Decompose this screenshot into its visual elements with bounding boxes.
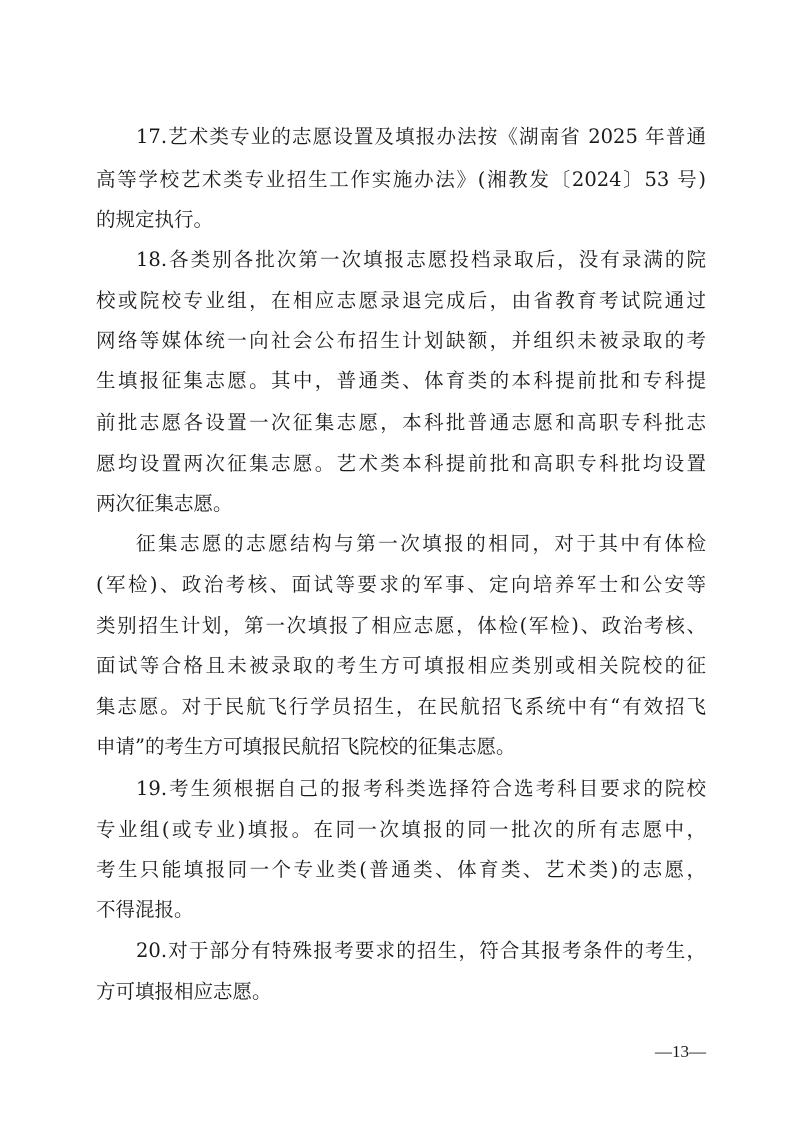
paragraph-20-line-1: 20.对于部分有特殊报考要求的招生，符合其报考条件的考生， bbox=[136, 939, 706, 962]
paragraph-zhengji-line-5: 集志愿。对于民航飞行学员招生，在民航招飞系统中有“有效招飞 bbox=[96, 695, 706, 718]
paragraph-zhengji-line-4: 面试等合格且未被录取的考生方可填报相应类别或相关院校的征 bbox=[96, 654, 706, 677]
paragraph-18-line-4: 生填报征集志愿。其中，普通类、体育类的本科提前批和专科提 bbox=[96, 369, 706, 392]
paragraph-zhengji-line-6: 申请”的考生方可填报民航招飞院校的征集志愿。 bbox=[96, 735, 516, 758]
paragraph-19-line-4: 不得混报。 bbox=[96, 898, 194, 921]
paragraph-18-line-3: 网络等媒体统一向社会公布招生计划缺额，并组织未被录取的考 bbox=[96, 329, 706, 352]
paragraph-19-line-2: 专业组(或专业)填报。在同一次填报的同一批次的所有志愿中， bbox=[96, 818, 706, 841]
paragraph-17-line-2: 高等学校艺术类专业招生工作实施办法》(湘教发〔2024〕53 号) bbox=[96, 168, 706, 191]
paragraph-18-line-7: 两次征集志愿。 bbox=[96, 492, 233, 515]
paragraph-18-line-5: 前批志愿各设置一次征集志愿，本科批普通志愿和高职专科批志 bbox=[96, 411, 706, 434]
paragraph-18-line-1: 18.各类别各批次第一次填报志愿投档录取后，没有录满的院 bbox=[136, 248, 706, 271]
paragraph-zhengji-line-1: 征集志愿的志愿结构与第一次填报的相同，对于其中有体检 bbox=[136, 532, 706, 555]
paragraph-zhengji-line-3: 类别招生计划，第一次填报了相应志愿，体检(军检)、政治考核、 bbox=[96, 614, 706, 637]
paragraph-19-line-1: 19.考生须根据自己的报考科类选择符合选考科目要求的院校 bbox=[136, 777, 706, 800]
paragraph-19-line-3: 考生只能填报同一个专业类(普通类、体育类、艺术类)的志愿， bbox=[96, 858, 706, 881]
paragraph-17-line-1: 17.艺术类专业的志愿设置及填报办法按《湖南省 2025 年普通 bbox=[136, 125, 706, 148]
paragraph-zhengji-line-2: (军检)、政治考核、面试等要求的军事、定向培养军士和公安等 bbox=[96, 573, 706, 596]
paragraph-18-line-2: 校或院校专业组，在相应志愿录退完成后，由省教育考试院通过 bbox=[96, 289, 706, 312]
page-number: —13— bbox=[655, 1042, 706, 1061]
paragraph-20-line-2: 方可填报相应志愿。 bbox=[96, 980, 272, 1003]
paragraph-17-line-3: 的规定执行。 bbox=[96, 208, 214, 231]
paragraph-18-line-6: 愿均设置两次征集志愿。艺术类本科提前批和高职专科批均设置 bbox=[96, 452, 706, 475]
